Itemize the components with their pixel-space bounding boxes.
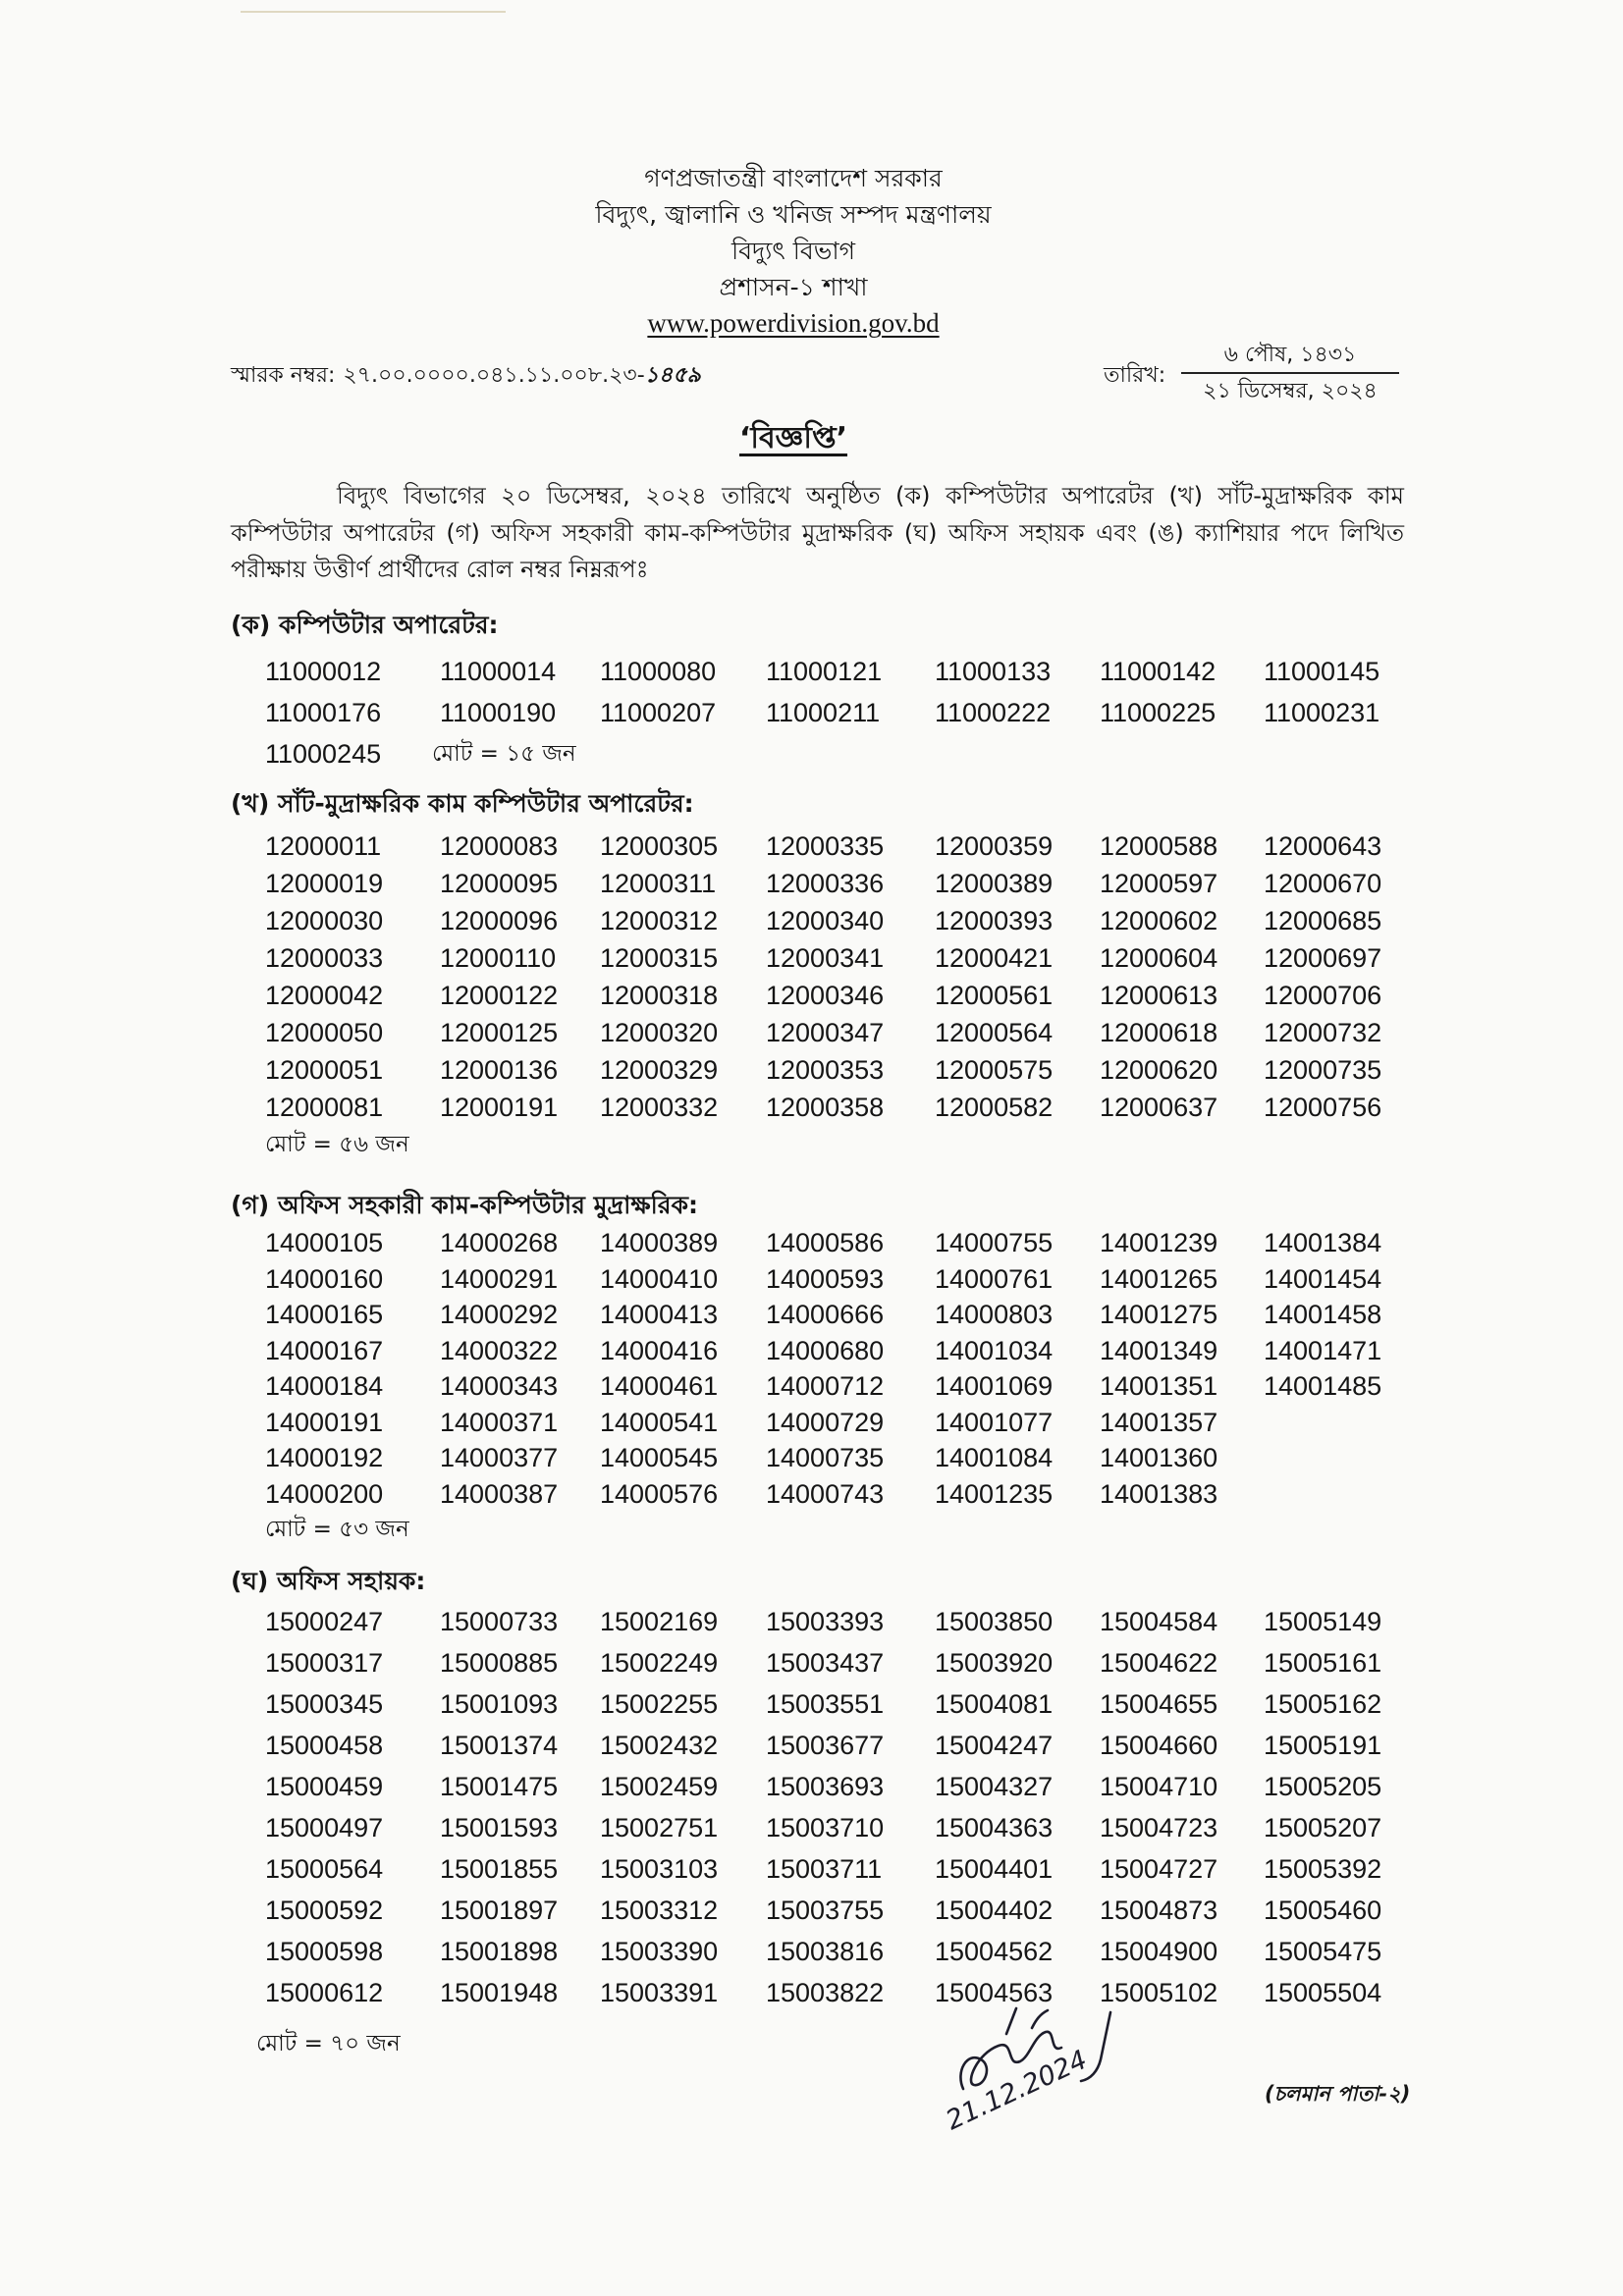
reference-row xyxy=(0,340,1623,408)
roll-number: 14000680 xyxy=(766,1335,885,1365)
section-total: মোট = ৫৬ জন xyxy=(265,1132,409,1157)
roll-number: 15000345 xyxy=(265,1689,384,1719)
roll-number: 14000413 xyxy=(600,1300,719,1329)
roll-number: 12000110 xyxy=(440,943,557,973)
roll-number: 12000575 xyxy=(935,1055,1054,1085)
roll-number: 15003850 xyxy=(935,1607,1054,1636)
roll-number: 12000685 xyxy=(1264,906,1382,935)
roll-number: 14000191 xyxy=(265,1407,384,1437)
ministry-name: বিদ্যুৎ, জ্বালানি ও খনিজ সম্পদ মন্ত্রণালয় xyxy=(595,200,992,229)
roll-number: 12000389 xyxy=(935,869,1054,898)
roll-number: 12000305 xyxy=(600,831,719,861)
roll-number: 12000083 xyxy=(440,831,559,861)
roll-number: 12000359 xyxy=(935,831,1054,861)
roll-number: 14001454 xyxy=(1264,1263,1382,1294)
roll-number: 15000497 xyxy=(265,1813,384,1842)
roll-number: 14000586 xyxy=(766,1228,885,1257)
roll-number: 12000336 xyxy=(766,869,885,898)
roll-number: 15001898 xyxy=(440,1937,559,1966)
roll-number: 15000592 xyxy=(265,1896,384,1925)
date-bangla: ৬ পৌষ, ১৪৩১ xyxy=(1223,343,1357,367)
roll-number: 14001383 xyxy=(1100,1478,1218,1509)
roll-number: 12000320 xyxy=(600,1018,719,1047)
roll-number: 14000377 xyxy=(440,1443,559,1472)
roll-number: 14000735 xyxy=(766,1443,885,1472)
roll-number-grid xyxy=(256,1601,1623,2056)
roll-number: 12000346 xyxy=(766,981,885,1010)
roll-number: 14000387 xyxy=(440,1478,559,1509)
roll-number: 15004727 xyxy=(1100,1854,1218,1884)
roll-number: 11000207 xyxy=(600,698,717,727)
roll-number: 14001235 xyxy=(935,1478,1054,1509)
website-line xyxy=(0,305,1587,342)
roll-number: 12000358 xyxy=(766,1093,885,1122)
roll-number: 12000421 xyxy=(935,943,1054,973)
roll-number: 12000096 xyxy=(440,906,559,935)
handwritten-signature xyxy=(938,2002,1124,2140)
roll-number: 15003920 xyxy=(935,1648,1054,1678)
roll-number: 15005504 xyxy=(1264,1978,1382,2007)
website-url: www.powerdivision.gov.bd xyxy=(647,308,940,338)
roll-number: 14000200 xyxy=(265,1478,384,1509)
roll-number: 14000712 xyxy=(766,1371,885,1401)
roll-number: 12000735 xyxy=(1264,1055,1382,1085)
roll-number: 14000666 xyxy=(766,1300,885,1329)
roll-number: 15003312 xyxy=(600,1896,719,1925)
roll-number: 14000743 xyxy=(766,1478,885,1509)
signature-stroke xyxy=(1032,2010,1048,2028)
roll-number: 14000389 xyxy=(600,1228,719,1257)
roll-number: 14000184 xyxy=(265,1371,384,1401)
roll-number: 15004401 xyxy=(935,1854,1054,1884)
roll-number: 14000291 xyxy=(440,1263,559,1294)
roll-number: 14000576 xyxy=(600,1478,719,1509)
roll-number: 12000312 xyxy=(600,906,719,935)
roll-number: 12000561 xyxy=(935,981,1054,1010)
roll-number: 11000080 xyxy=(600,657,717,686)
roll-number: 15004327 xyxy=(935,1772,1054,1801)
roll-number: 12000335 xyxy=(766,831,885,861)
roll-number: 12000756 xyxy=(1264,1093,1382,1122)
roll-number: 12000564 xyxy=(935,1018,1054,1047)
roll-number: 14000160 xyxy=(265,1263,384,1294)
section-total: মোট = ১৫ জন xyxy=(432,741,576,767)
roll-number: 12000019 xyxy=(265,869,384,898)
continued-page-note: (চলমান পাতা-২) xyxy=(1265,2082,1411,2106)
roll-number: 14000292 xyxy=(440,1300,559,1329)
roll-number: 14001275 xyxy=(1100,1300,1218,1329)
roll-number: 15004081 xyxy=(935,1689,1054,1719)
roll-number: 15000317 xyxy=(265,1648,384,1678)
date-label: তারিখ: xyxy=(1104,363,1166,388)
roll-number: 15002169 xyxy=(600,1607,719,1636)
roll-number: 14000105 xyxy=(265,1228,384,1257)
roll-number-grid xyxy=(265,828,1623,1163)
roll-number: 15004873 xyxy=(1100,1896,1218,1925)
roll-number: 14000761 xyxy=(935,1263,1054,1294)
roll-number: 12000136 xyxy=(440,1055,559,1085)
roll-number: 12000637 xyxy=(1100,1093,1218,1122)
roll-number: 14000268 xyxy=(440,1228,559,1257)
roll-number: 15005392 xyxy=(1264,1854,1382,1884)
roll-number: 14000343 xyxy=(440,1371,559,1401)
roll-number: 15004900 xyxy=(1100,1937,1218,1966)
roll-number: 15002459 xyxy=(600,1772,719,1801)
roll-number: 14000410 xyxy=(600,1263,719,1294)
roll-number: 15004622 xyxy=(1100,1648,1218,1678)
roll-number: 12000670 xyxy=(1264,869,1382,898)
roll-number: 11000133 xyxy=(935,657,1052,686)
roll-number: 12000353 xyxy=(766,1055,885,1085)
signature-date: 21.12.2024 xyxy=(941,2044,1093,2137)
roll-number: 12000620 xyxy=(1100,1055,1218,1085)
roll-number: 15003551 xyxy=(766,1689,885,1719)
letterhead xyxy=(0,160,1587,342)
roll-number: 15003391 xyxy=(600,1978,719,2007)
division-name: বিদ্যুৎ বিভাগ xyxy=(730,237,856,265)
roll-number: 12000597 xyxy=(1100,869,1218,898)
roll-number: 15003390 xyxy=(600,1937,719,1966)
roll-number: 12000042 xyxy=(265,981,384,1010)
section-heading: (গ) অফিস সহকারী কাম-কম্পিউটার মুদ্রাক্ষরিক: xyxy=(231,1191,699,1219)
roll-number: 15002249 xyxy=(600,1648,719,1678)
roll-number: 11000176 xyxy=(265,698,382,727)
roll-number: 12000732 xyxy=(1264,1018,1382,1047)
roll-number: 11000245 xyxy=(265,739,382,769)
notice-title xyxy=(0,417,1587,460)
roll-number: 14000167 xyxy=(265,1335,384,1365)
roll-number: 15001475 xyxy=(440,1772,559,1801)
roll-number: 14001485 xyxy=(1264,1371,1382,1401)
roll-number: 12000613 xyxy=(1100,981,1218,1010)
roll-number: 15000458 xyxy=(265,1731,384,1760)
roll-number: 14001069 xyxy=(935,1371,1054,1401)
government-name: গণপ্রজাতন্ত্রী বাংলাদেশ সরকার xyxy=(644,164,943,192)
roll-number: 14000165 xyxy=(265,1300,384,1329)
roll-number: 14001360 xyxy=(1100,1443,1218,1472)
roll-number: 14000545 xyxy=(600,1443,719,1472)
roll-number: 15004723 xyxy=(1100,1813,1218,1842)
roll-number: 12000341 xyxy=(766,943,885,973)
roll-number: 14000541 xyxy=(600,1407,719,1437)
roll-number: 15004710 xyxy=(1100,1772,1218,1801)
roll-number: 14001471 xyxy=(1264,1335,1382,1365)
signature-stroke xyxy=(1006,2008,1016,2034)
roll-number: 11000145 xyxy=(1264,657,1380,686)
roll-number: 14000371 xyxy=(440,1407,559,1437)
roll-number: 15001093 xyxy=(440,1689,559,1719)
section-total: মোট = ৭০ জন xyxy=(256,2031,401,2056)
roll-number: 15003710 xyxy=(766,1813,885,1842)
roll-number: 12000618 xyxy=(1100,1018,1218,1047)
roll-number: 14001349 xyxy=(1100,1335,1218,1365)
roll-number: 15005460 xyxy=(1264,1896,1382,1925)
roll-number: 15004563 xyxy=(935,1978,1054,2007)
roll-number: 15005475 xyxy=(1264,1937,1382,1966)
roll-number: 15000564 xyxy=(265,1854,384,1884)
roll-number: 12000604 xyxy=(1100,943,1218,973)
roll-number: 15003103 xyxy=(600,1854,719,1884)
roll-number: 14000416 xyxy=(600,1335,719,1365)
roll-number: 15004363 xyxy=(935,1813,1054,1842)
roll-number: 11000225 xyxy=(1100,698,1217,727)
notice-title-text: ‘বিজ্ঞপ্তি’ xyxy=(738,421,848,455)
memo-number xyxy=(231,360,701,392)
roll-number: 15004660 xyxy=(1100,1731,1218,1760)
roll-number: 12000582 xyxy=(935,1093,1054,1122)
roll-number: 11000012 xyxy=(265,657,382,686)
roll-number: 12000050 xyxy=(265,1018,384,1047)
roll-number: 14000192 xyxy=(265,1443,384,1472)
roll-number: 15002432 xyxy=(600,1731,719,1760)
roll-number: 15003822 xyxy=(766,1978,885,2007)
roll-number: 12000311 xyxy=(600,869,717,898)
roll-number: 15001593 xyxy=(440,1813,559,1842)
roll-number: 15004655 xyxy=(1100,1689,1218,1719)
roll-number: 15003711 xyxy=(766,1854,883,1884)
roll-number: 15005162 xyxy=(1264,1689,1382,1719)
roll-number: 11000142 xyxy=(1100,657,1217,686)
roll-number: 15005102 xyxy=(1100,1978,1218,2007)
roll-number: 12000332 xyxy=(600,1093,719,1122)
roll-number: 15005207 xyxy=(1264,1813,1382,1842)
branch-name: প্রশাসন-১ শাখা xyxy=(719,273,868,301)
memo-serial: ১৪৫৯ xyxy=(644,363,701,388)
roll-number: 11000222 xyxy=(935,698,1052,727)
roll-number: 14000461 xyxy=(600,1371,719,1401)
roll-number: 15004562 xyxy=(935,1937,1054,1966)
roll-number: 12000393 xyxy=(935,906,1054,935)
section-heading: (ক) কম্পিউটার অপারেটর: xyxy=(231,611,499,639)
roll-number: 14001458 xyxy=(1264,1300,1382,1329)
roll-number: 12000191 xyxy=(440,1093,559,1122)
roll-number-grid xyxy=(265,651,1623,774)
roll-number: 11000014 xyxy=(440,657,557,686)
roll-number: 12000315 xyxy=(600,943,719,973)
section-stenographer-operator xyxy=(0,784,1623,1163)
intro-paragraph: বিদ্যুৎ বিভাগের ২০ ডিসেম্বর, ২০২৪ তারিখে অনুষ্ঠিত (ক) কম্পিউটার অপারেটর (খ) সাঁট-মুদ্রাক্ষরিক কাম কম্পিউটার অপারেটর (গ) অফিস সহকারী কাম-কম্পিউটার মুদ্রাক্ষরিক (ঘ) অফিস সহায়ক এবং (ঙ) ক্যাশিয়ার পদে লিখিত পরীক্ষায় উত্তীর্ণ প্রার্থীদের রোল নম্বর নিম্নরূপঃ xyxy=(231,482,1404,583)
roll-number: 15004584 xyxy=(1100,1607,1218,1636)
roll-number: 12000081 xyxy=(265,1093,384,1122)
roll-number: 12000318 xyxy=(600,981,719,1010)
roll-number: 14001384 xyxy=(1264,1228,1382,1257)
roll-number: 14001357 xyxy=(1100,1407,1218,1437)
roll-number: 15001855 xyxy=(440,1854,559,1884)
roll-number: 14001034 xyxy=(935,1335,1054,1365)
roll-number: 15003393 xyxy=(766,1607,885,1636)
roll-number: 14001239 xyxy=(1100,1228,1218,1257)
roll-number: 15003437 xyxy=(766,1648,885,1678)
roll-number: 15005205 xyxy=(1264,1772,1382,1801)
roll-number: 12000706 xyxy=(1264,981,1382,1010)
memo-number-value: ২৭.০০.০০০০.০৪১.১১.০০৮.২৩- xyxy=(343,363,645,388)
memo-label: স্মারক নম্বর: xyxy=(231,363,336,388)
section-computer-operator xyxy=(0,606,1623,774)
roll-number: 15005191 xyxy=(1264,1731,1382,1760)
roll-number: 15000459 xyxy=(265,1772,384,1801)
section-office-helper xyxy=(0,1562,1623,2137)
roll-number: 11000231 xyxy=(1264,698,1380,727)
roll-number: 11000121 xyxy=(766,657,883,686)
roll-number: 15001897 xyxy=(440,1896,559,1925)
roll-number: 15000885 xyxy=(440,1648,559,1678)
roll-number: 12000329 xyxy=(600,1055,719,1085)
roll-number: 12000588 xyxy=(1100,831,1218,861)
roll-number: 15004247 xyxy=(935,1731,1054,1760)
roll-number: 12000051 xyxy=(265,1055,384,1085)
roll-number: 15000612 xyxy=(265,1978,384,2007)
section-office-assistant-typist xyxy=(0,1186,1623,1548)
roll-number: 15003693 xyxy=(766,1772,885,1801)
section-total: মোট = ৫৩ জন xyxy=(265,1517,409,1542)
roll-number: 14001265 xyxy=(1100,1263,1218,1294)
roll-number: 14000593 xyxy=(766,1263,885,1294)
roll-number: 12000033 xyxy=(265,943,384,973)
roll-number: 12000122 xyxy=(440,981,559,1010)
roll-number: 12000011 xyxy=(265,831,382,861)
roll-number: 15000598 xyxy=(265,1937,384,1966)
roll-number: 15003755 xyxy=(766,1896,885,1925)
date-divider xyxy=(1181,372,1399,374)
roll-number: 15001374 xyxy=(440,1731,559,1760)
roll-number: 15003677 xyxy=(766,1731,885,1760)
roll-number: 12000643 xyxy=(1264,831,1382,861)
roll-number: 14000803 xyxy=(935,1300,1054,1329)
roll-number: 15003816 xyxy=(766,1937,885,1966)
roll-number: 14001077 xyxy=(935,1407,1054,1437)
section-heading: (খ) সাঁট-মুদ্রাক্ষরিক কাম কম্পিউটার অপারেটর: xyxy=(231,789,694,818)
roll-number: 12000030 xyxy=(265,906,384,935)
roll-number: 15002751 xyxy=(600,1813,719,1842)
roll-number: 14001084 xyxy=(935,1443,1054,1472)
roll-number: 15002255 xyxy=(600,1689,719,1719)
roll-number: 12000095 xyxy=(440,869,559,898)
roll-number: 11000190 xyxy=(440,698,557,727)
roll-number: 15000733 xyxy=(440,1607,559,1636)
roll-number: 15000247 xyxy=(265,1607,384,1636)
roll-number: 14000755 xyxy=(935,1228,1054,1257)
roll-number-grid xyxy=(265,1225,1623,1548)
roll-number: 11000211 xyxy=(766,698,881,727)
roll-number: 15005149 xyxy=(1264,1607,1382,1636)
roll-number: 12000697 xyxy=(1264,943,1382,973)
roll-number: 14000729 xyxy=(766,1407,885,1437)
roll-number: 12000347 xyxy=(766,1018,885,1047)
roll-number: 15001948 xyxy=(440,1978,559,2007)
section-heading: (ঘ) অফিস সহায়ক: xyxy=(231,1567,426,1595)
roll-number: 12000125 xyxy=(440,1018,559,1047)
roll-number: 14000322 xyxy=(440,1335,559,1365)
roll-number: 12000602 xyxy=(1100,906,1218,935)
roll-number: 15005161 xyxy=(1264,1648,1382,1678)
roll-number: 14001351 xyxy=(1100,1371,1218,1401)
roll-number: 15004402 xyxy=(935,1896,1054,1925)
date-gregorian: ২১ ডিসেম্বর, ২০২৪ xyxy=(1203,379,1378,403)
roll-number: 12000340 xyxy=(766,906,885,935)
